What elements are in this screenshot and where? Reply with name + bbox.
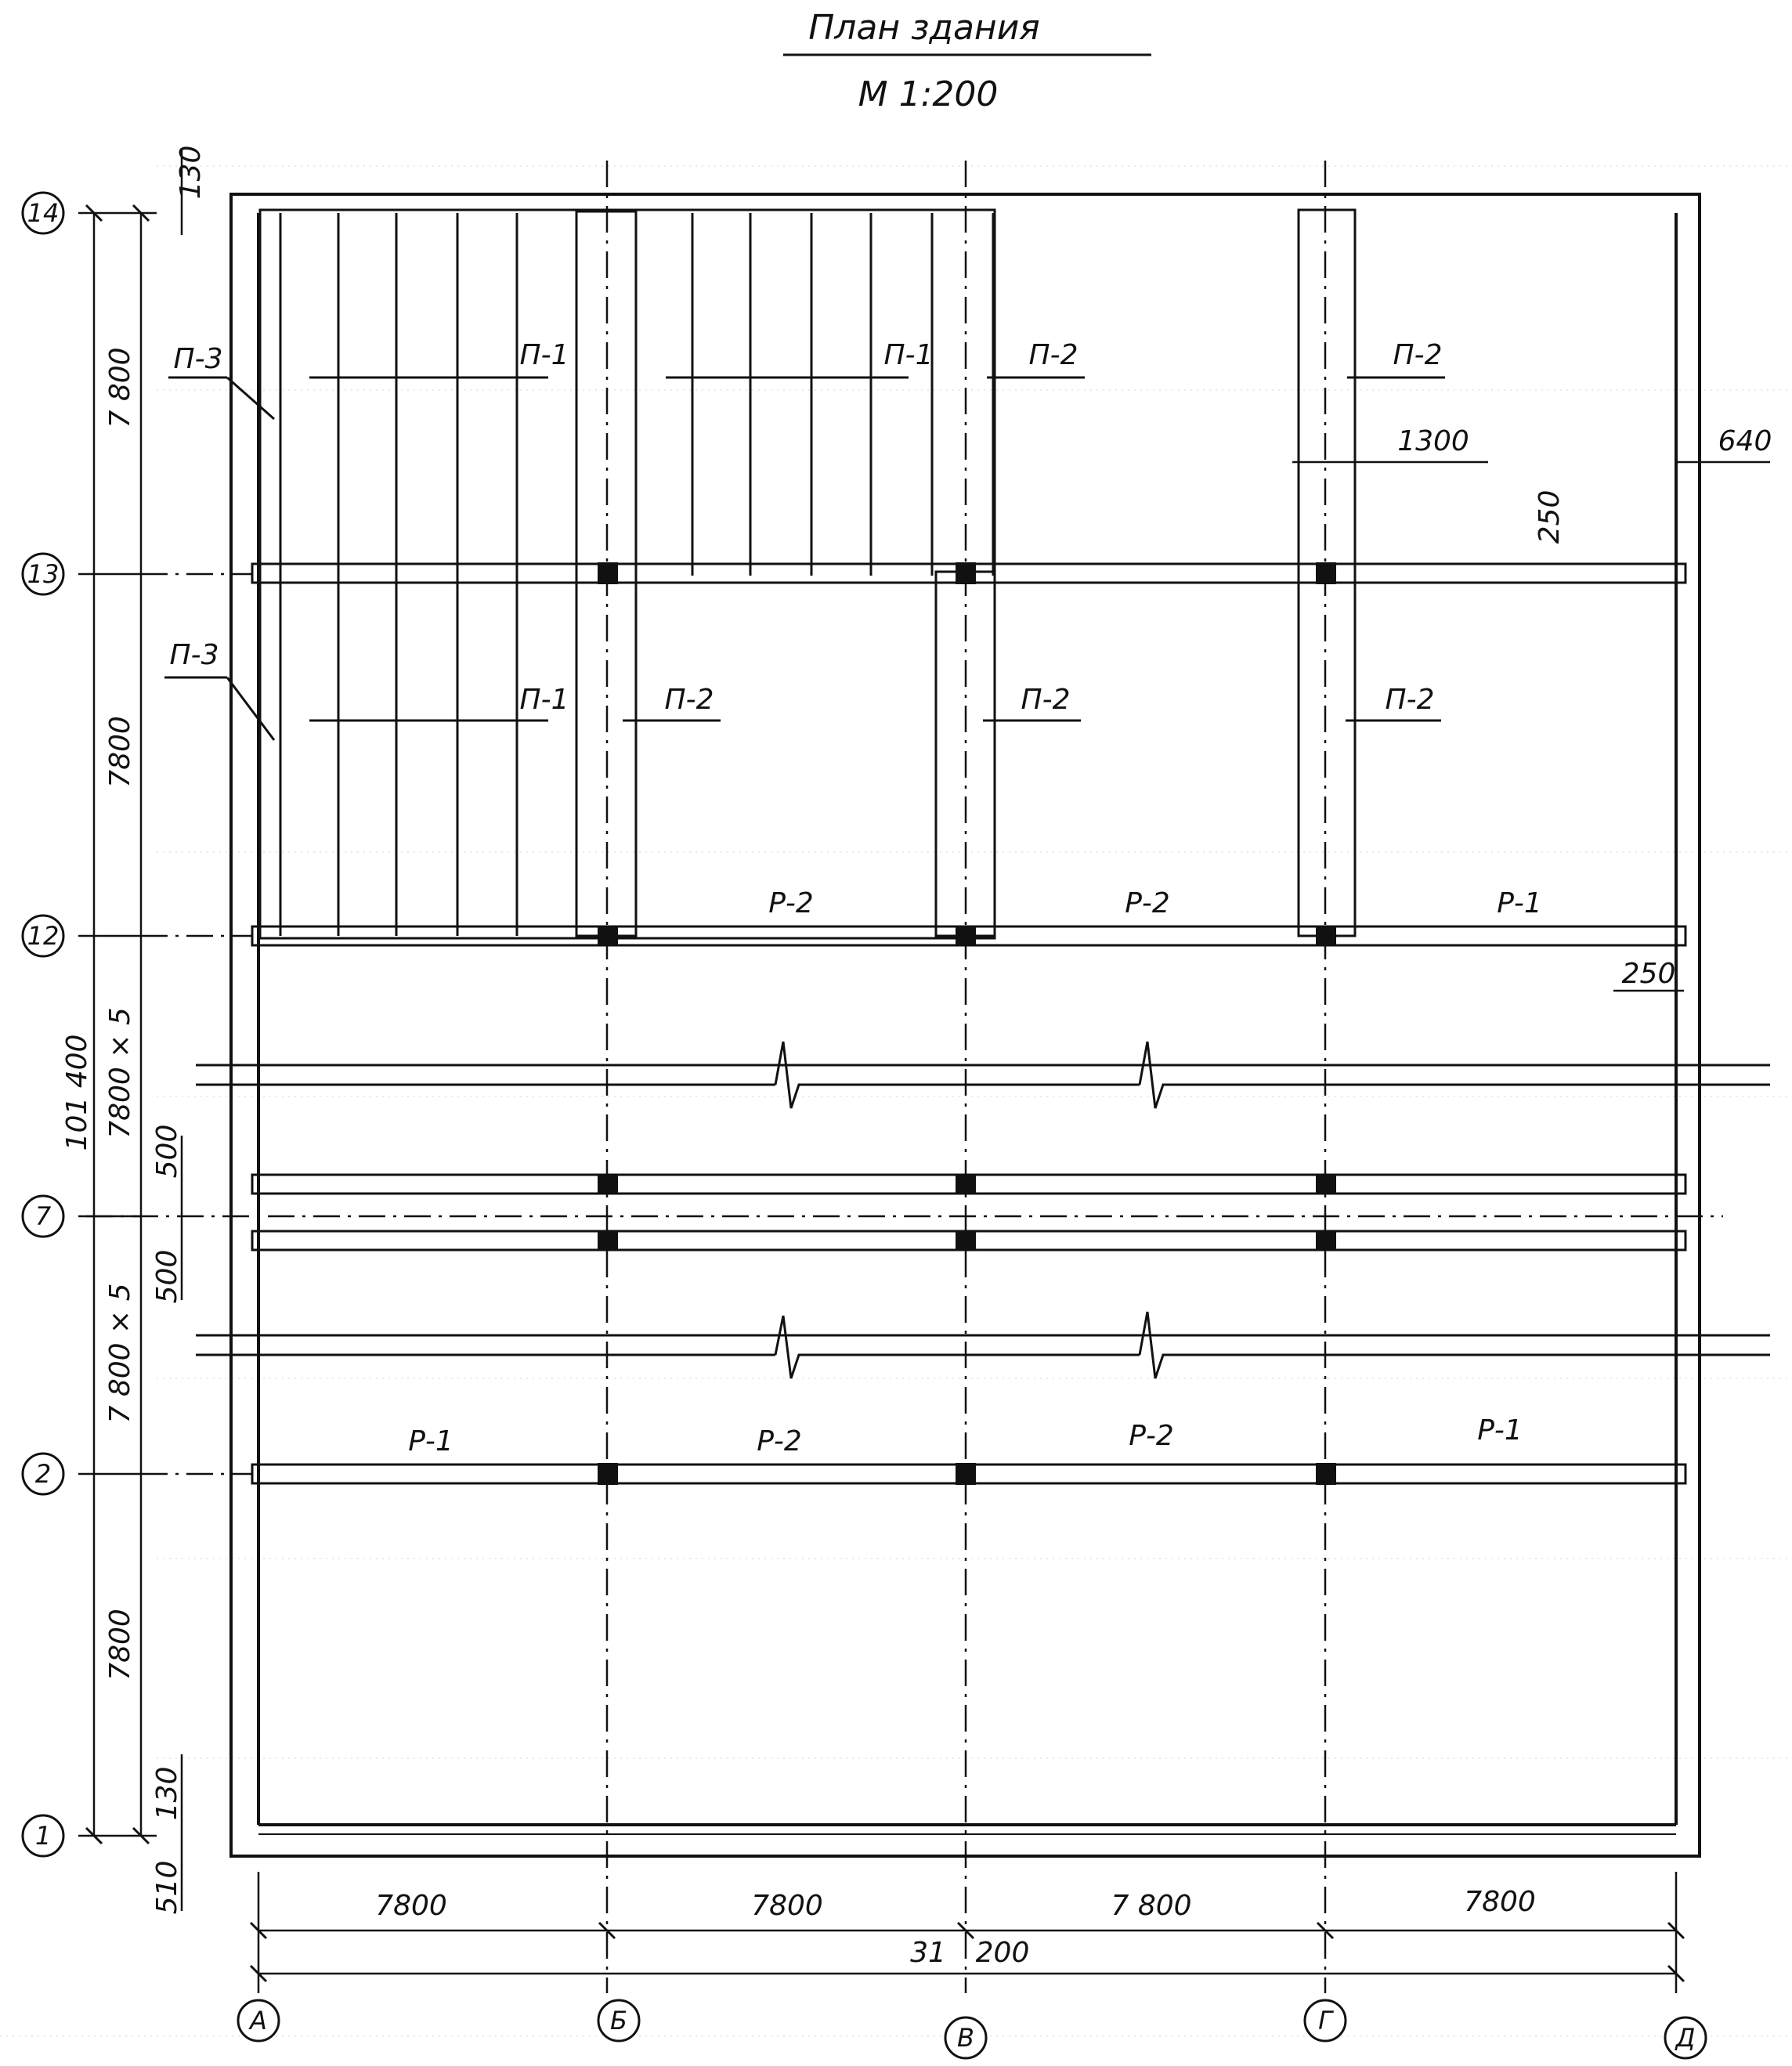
label-r1-2-b: Р-1 bbox=[1477, 1414, 1523, 1447]
dim-repeat-upper: 7800 × 5 bbox=[104, 1007, 136, 1139]
dim-1300: 1300 bbox=[1397, 425, 1469, 457]
left-dimension-texts bbox=[61, 146, 1566, 1915]
element-labels bbox=[170, 339, 1542, 1457]
label-p2-mid-b: П-2 bbox=[664, 684, 714, 716]
leader-lines bbox=[164, 377, 1445, 740]
axis-g: Г bbox=[1318, 2006, 1332, 2035]
axis-d: Д bbox=[1675, 2023, 1696, 2053]
dim-overall-b: 200 bbox=[975, 1937, 1030, 1969]
dimension-ticks bbox=[86, 205, 1684, 1981]
axis-lines bbox=[86, 161, 1723, 1993]
axis-extensions bbox=[78, 213, 1676, 1993]
dim-510: 510 bbox=[151, 1860, 183, 1915]
label-p2-top-g: П-2 bbox=[1393, 339, 1443, 371]
label-p1-mid: П-1 bbox=[519, 684, 569, 716]
axis-14: 14 bbox=[27, 198, 60, 228]
slab-frames bbox=[260, 210, 1355, 938]
dim-250-top: 250 bbox=[1534, 489, 1566, 544]
dim-7800-bottom: 7800 bbox=[104, 1609, 136, 1681]
label-p1-top-b: П-1 bbox=[883, 339, 934, 371]
axis-2: 2 bbox=[34, 1459, 52, 1489]
label-p3-top: П-3 bbox=[173, 343, 223, 375]
axis-v: В bbox=[957, 2023, 974, 2053]
bottom-dimension-lines bbox=[258, 1931, 1676, 1974]
label-r1-2-a: Р-1 bbox=[408, 1425, 453, 1457]
dim-500-lower: 500 bbox=[151, 1249, 183, 1304]
break-lines bbox=[196, 1042, 1770, 1378]
axis-1: 1 bbox=[34, 1821, 52, 1851]
dim-640: 640 bbox=[1718, 425, 1772, 457]
dim-7800-second: 7800 bbox=[104, 716, 136, 788]
dim-overall-a: 31 bbox=[910, 1937, 946, 1969]
label-r2-2-a: Р-2 bbox=[757, 1425, 802, 1457]
plan-scale: М 1:200 bbox=[858, 74, 999, 114]
label-p2-top-v: П-2 bbox=[1028, 339, 1078, 371]
dim-7800-top: 7 800 bbox=[104, 347, 136, 428]
label-r1-12: Р-1 bbox=[1497, 887, 1542, 919]
dim-130-top: 130 bbox=[175, 145, 207, 200]
plan-title: План здания bbox=[808, 8, 1040, 48]
dim-250-right: 250 bbox=[1621, 958, 1676, 990]
column-axis-markers bbox=[238, 2000, 1706, 2058]
dim-500-upper: 500 bbox=[151, 1124, 183, 1179]
label-r2-2-b: Р-2 bbox=[1129, 1420, 1174, 1452]
dim-span-1: 7800 bbox=[375, 1890, 447, 1922]
axis-7: 7 bbox=[34, 1201, 52, 1231]
label-r2-12-b: Р-2 bbox=[1125, 887, 1170, 919]
paper-guidelines bbox=[0, 166, 1792, 2036]
axis-b: Б bbox=[610, 2006, 627, 2035]
dim-span-2: 7800 bbox=[751, 1890, 823, 1922]
axis-12: 12 bbox=[27, 921, 60, 951]
row-axis-markers bbox=[23, 193, 63, 1856]
dim-130-bottom: 130 bbox=[151, 1766, 183, 1821]
dim-span-3: 7 800 bbox=[1111, 1890, 1192, 1922]
dim-overall-vertical: 101 400 bbox=[61, 1034, 93, 1151]
label-p1-top-a: П-1 bbox=[519, 339, 569, 371]
label-p2-mid-g: П-2 bbox=[1385, 684, 1435, 716]
label-r2-12-a: Р-2 bbox=[768, 887, 814, 919]
label-p3-mid: П-3 bbox=[169, 639, 219, 671]
label-p2-mid-v: П-2 bbox=[1021, 684, 1071, 716]
bottom-dimension-texts bbox=[375, 1886, 1536, 1969]
dim-repeat-lower: 7 800 × 5 bbox=[104, 1283, 136, 1424]
crossbeams bbox=[252, 564, 1685, 1483]
axis-a: А bbox=[250, 2006, 267, 2035]
dim-span-4: 7800 bbox=[1464, 1886, 1536, 1918]
axis-13: 13 bbox=[27, 559, 60, 589]
